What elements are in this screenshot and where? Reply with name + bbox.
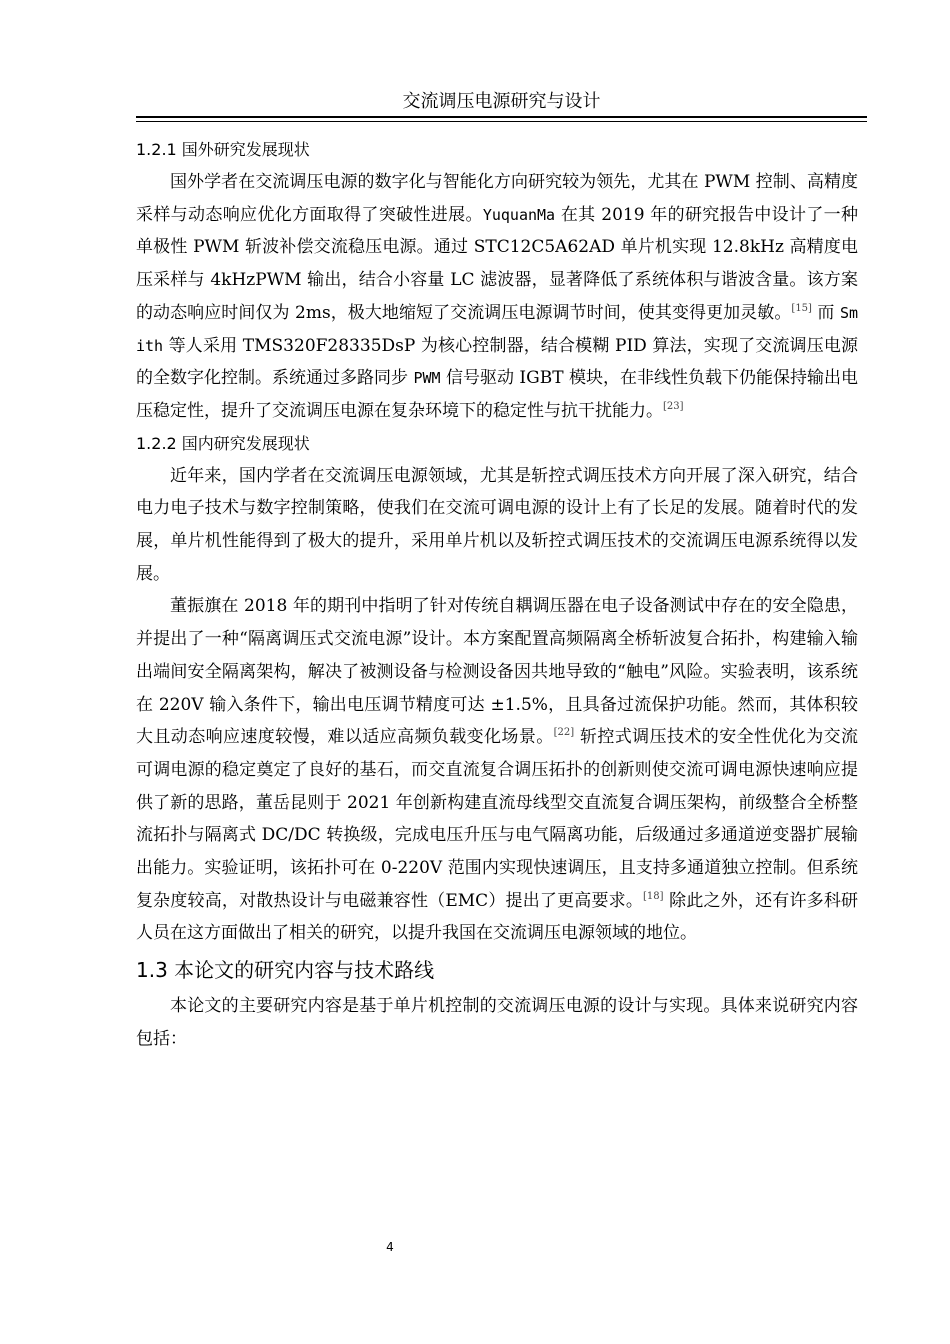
text-run: 等人采用 TMS320F28335DsP 为核心控制器，结合模糊 PID 算法，实现了交流调压电源的全数字化控制。系统通过多路同步 [136, 335, 858, 389]
page-number: 4 [386, 1240, 394, 1254]
text-run: 除此之外，还有许多科研人员在这方面做出了相关的研究，以提升我国在交流调压电源领域的地位。 [136, 890, 859, 944]
running-header: 交流调压电源研究与设计 [402, 91, 601, 112]
citation-ref: [18] [643, 890, 664, 902]
body-content [136, 134, 858, 1056]
header-rule-thick [136, 116, 867, 118]
citation-ref: [22] [553, 727, 575, 739]
text-run: 国外学者在交流调压电源的数字化与智能化方向研究较为领先，尤其在 PWM 控制、高精度采样与动态响应优化方面取得了突破性进展。 [136, 172, 858, 225]
author-name-smith: Smith [136, 303, 859, 355]
text-run: 董振旗在 2018 年的期刊中指明了针对传统自耦调压器在电子设备测试中存在的安全隐患，并提出了一种“隔离调压式交流电源”设计。本方案配置高频隔离全桥斩波复合拓扑，构建输入输出端间安全隔离架构，解决了被测设备与检测设备因共地导致的“触电”风险。实验表明，该系统在 220V 输入条件下，输出电压调节精度可达 ±1.5%，且具备过流保护功能。然而，其体积较大且动态响应速度较慢，难以适应高频负载变化场景。 [136, 596, 858, 748]
paragraph-foreign-research [136, 166, 858, 428]
term-pwm: PWM [413, 369, 441, 388]
section-heading-1-3: 1.3 本论文的研究内容与技术路线 [136, 958, 435, 983]
author-name-yuquanma: YuquanMa [482, 205, 556, 224]
text-run: 斩控式调压技术的安全性优化为交流可调电源的稳定奠定了良好的基石，而交直流复合调压拓扑的创新则使交流可调电源快速响应提供了新的思路，董岳昆则于 2021 年创新构建直流母线型交直流复合调压架构，前级整合全桥整流拓扑与隔离式 DC/DC 转换级，完成电压升压与电气隔离功能，后级通过多通道逆变器扩展输出能力。实验证明，该拓扑可在 0-220V 范围内实现快速调压，且支持多通道独立控制。但系统复杂度较高，对散热设计与电磁兼容性（EMC）提出了更高要求。 [136, 727, 859, 911]
header-rule-thin [136, 121, 867, 122]
text-run: 信号驱动 IGBT 模块，在非线性负载下仍能保持输出电压稳定性，提升了交流调压电源在复杂环境下的稳定性与抗干扰能力。 [136, 368, 859, 421]
section-heading-1-2-1: 1.2.1 国外研究发展现状 [136, 140, 310, 159]
citation-ref: [15] [791, 302, 812, 314]
section-heading-1-2-2: 1.2.2 国内研究发展现状 [136, 433, 310, 453]
paragraph-domestic-research [136, 590, 858, 950]
text-run: 在其 2019 年的研究报告中设计了一种单极性 PWM 斩波补偿交流稳压电源。通过 STC12C5A62AD 单片机实现 12.8kHz 高精度电压采样与 4kHzPWM 输出，结合小容量 LC 滤波器，显著降低了系统体积与谐波含量。该方案的动态响应时间仅为 2ms，极大地缩短了交流调压电源调节时间，使其变得更加灵敏。 [136, 204, 859, 323]
paragraph-domestic-overview: 近年来，国内学者在交流调压电源领域，尤其是斩控式调压技术方向开展了深入研究，结合电力电子技术与数字控制策略，使我们在交流可调电源的设计上有了长足的发展。随着时代的发展，单片机性能得到了极大的提升，采用单片机以及斩控式调压技术的交流调压电源系统得以发展。 [136, 465, 858, 584]
citation-ref: [23] [663, 400, 684, 412]
text-run: 而 [811, 302, 840, 323]
paragraph-research-content: 本论文的主要研究内容是基于单片机控制的交流调压电源的设计与实现。具体来说研究内容包括： [136, 996, 858, 1049]
